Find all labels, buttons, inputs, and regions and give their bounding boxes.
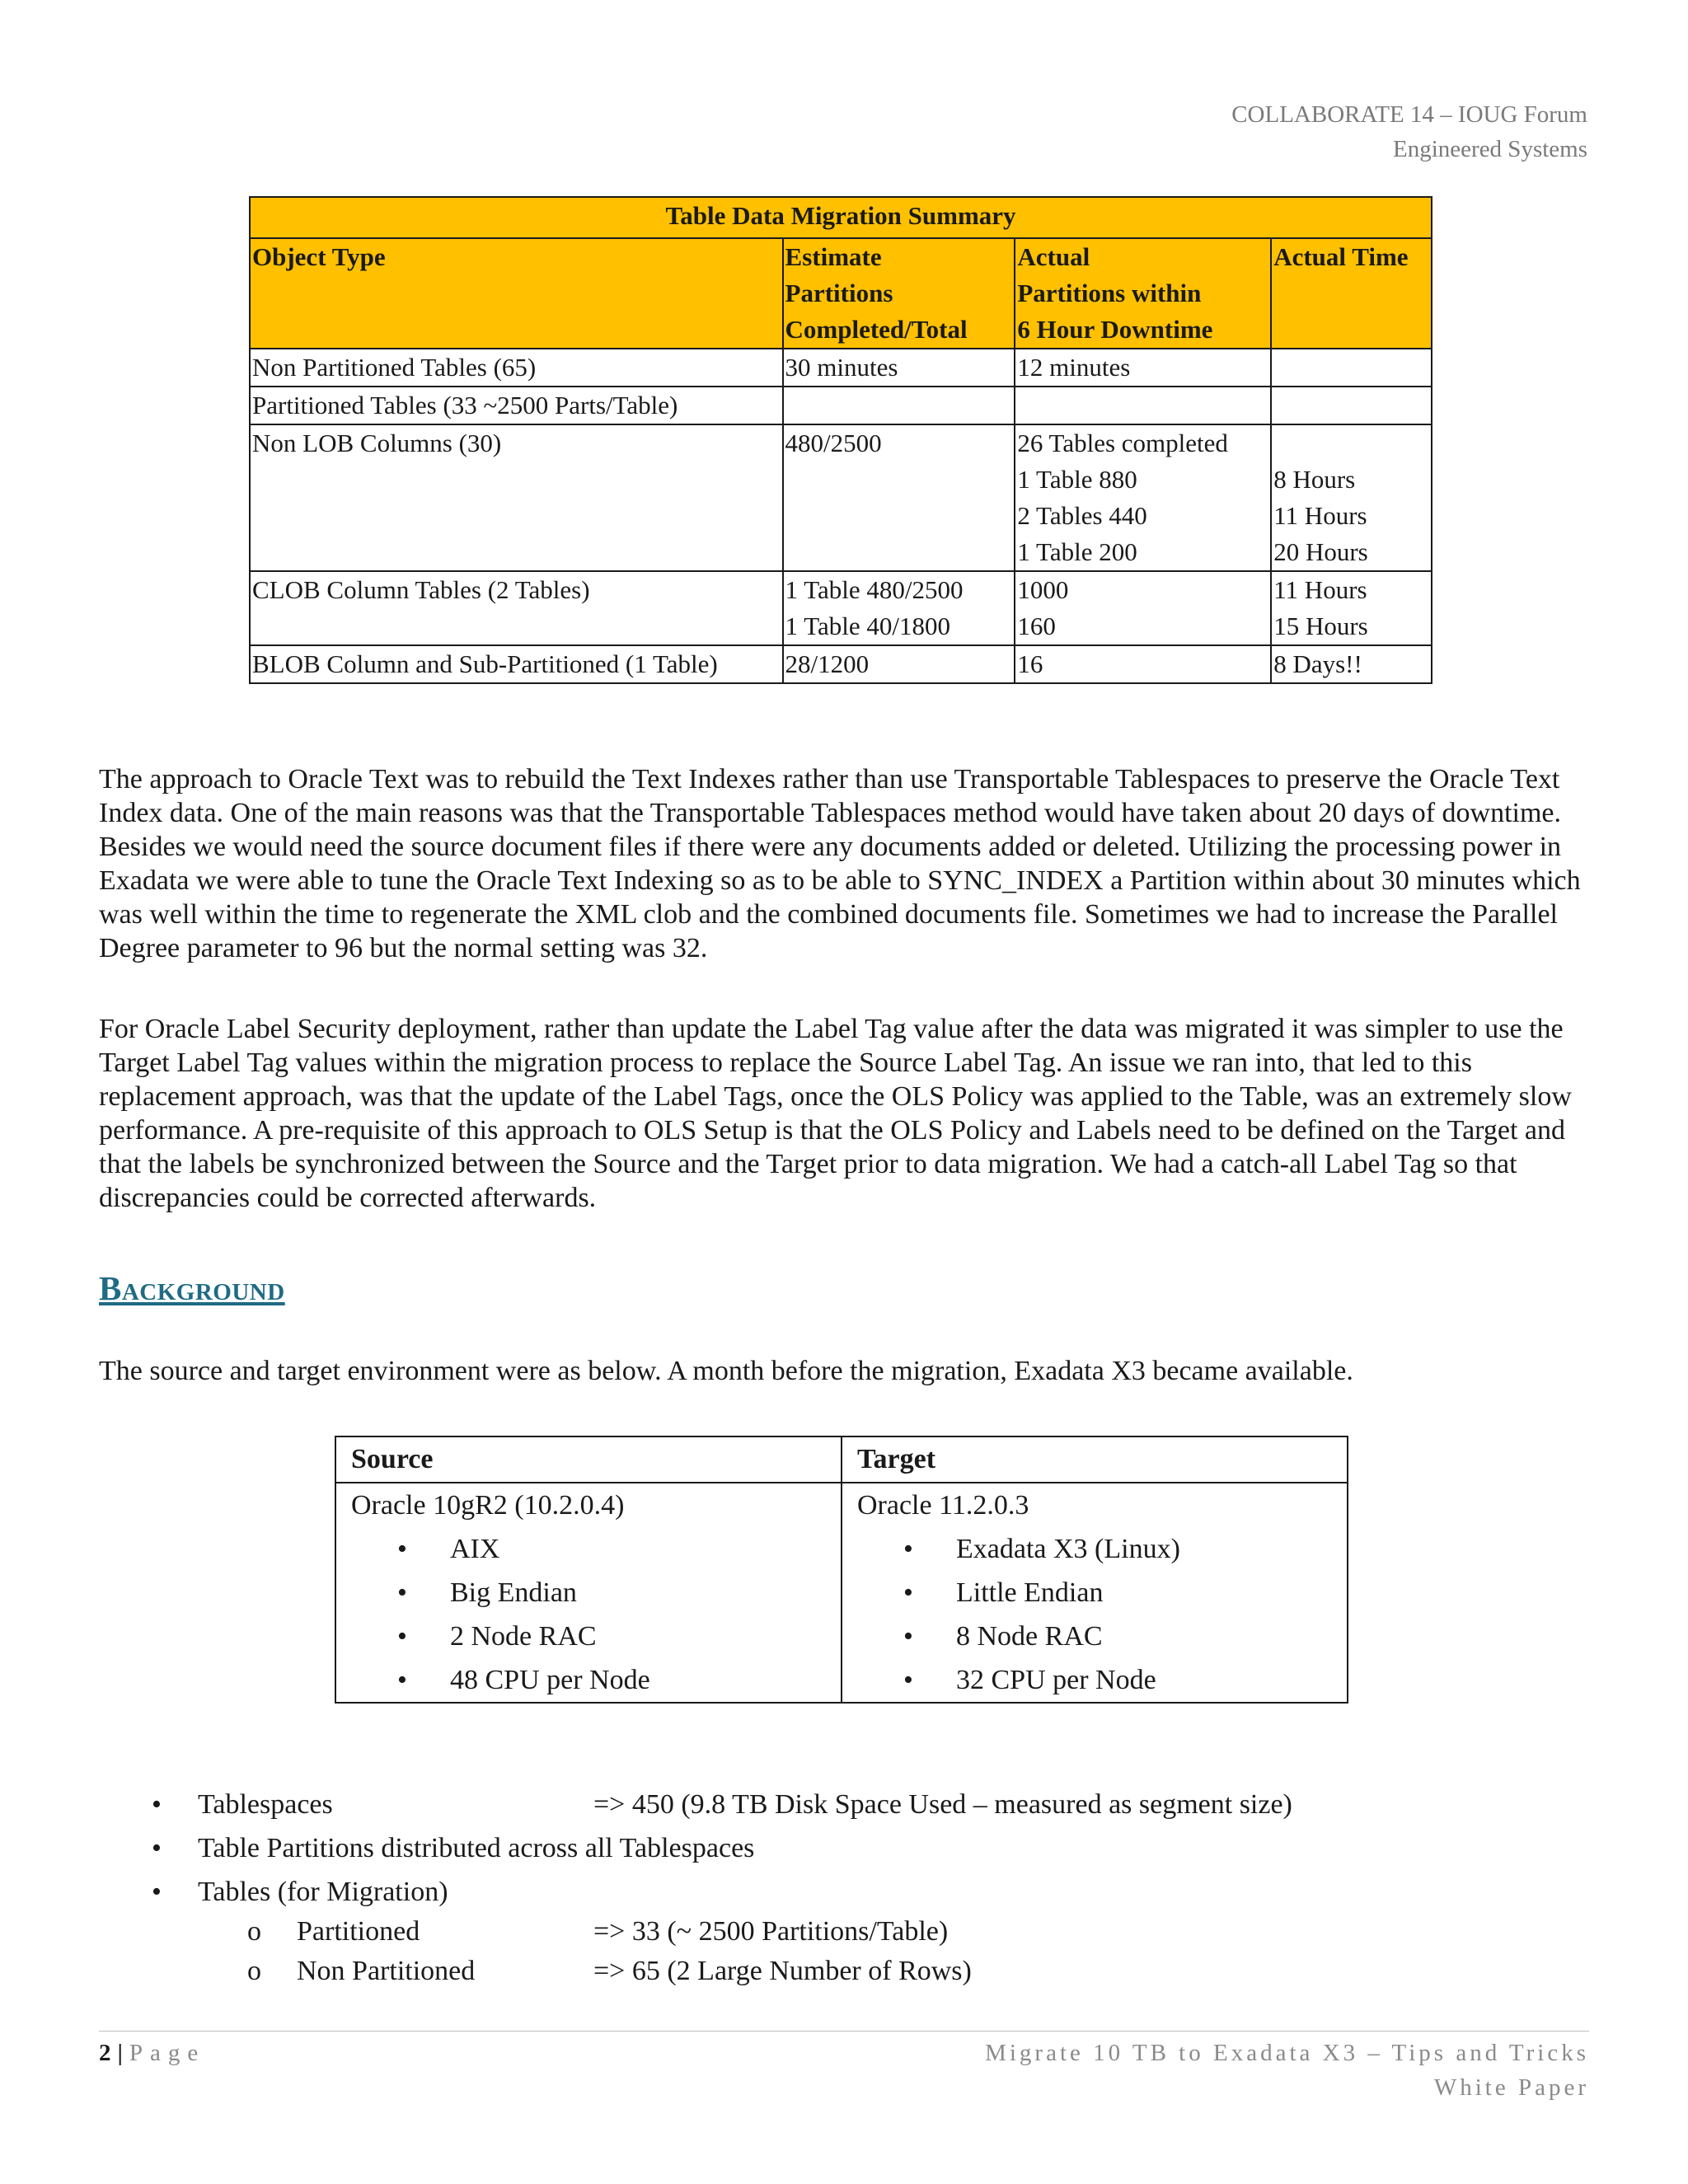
cell-line: 2 Tables 440 (1017, 501, 1147, 530)
target-header: Target (842, 1436, 1348, 1483)
bullet-label: Partitioned (297, 1916, 420, 1947)
source-header: Source (335, 1436, 842, 1483)
cell-object-type: CLOB Column Tables (2 Tables) (250, 571, 783, 645)
cell-line: 15 Hours (1273, 612, 1368, 640)
cell-actual-time (1271, 424, 1432, 571)
cell-actual-time (1271, 645, 1432, 683)
oracle-text-paragraph: The approach to Oracle Text was to rebuild the Text Indexes rather than use Transportable Tablespaces to preserve the Oracle Text Index data. One of the main reasons was that the Transportable Tablespaces method would have taken about 20 days of downtime. Besides we would need the source document files if there were any documents added or deleted. Utilizing the processing power in Exadata we were able to tune the Oracle Text Indexing so as to be able to SYNC_INDEX a Partition within about 30 minutes which was well within the time to regenerate the XML clob and the combined documents file. Sometimes we had to increase the Parallel Degree parameter to 96 but the normal setting was 32. (99, 764, 1581, 963)
cell-line: 20 Hours (1273, 537, 1368, 566)
cell-line: 8 Hours (1273, 465, 1356, 494)
label-security-paragraph: For Oracle Label Security deployment, rather than update the Label Tag value after the data was migrated it was simpler to use the Target Label Tag values within the migration process to replace the Source Label Tag. An issue we ran into, that led to this replacement approach, was that the update of the Label Tags, once the OLS Policy was applied to the Table, was an extremely slow performance. A pre-requisite of this approach to OLS Setup is that the OLS Policy and Labels need to be defined on the Target and that the labels be synchronized between the Source and the Target prior to data migration. We had a catch-all Label Tag so that discrepancies could be corrected afterwards. (99, 1014, 1572, 1213)
bullet-mark: • (152, 1877, 162, 1907)
bullet-table-partitions (0, 1826, 1688, 1870)
cell-line: 1 Table 480/2500 (785, 575, 964, 604)
page-number-value: 2 (99, 2040, 111, 2066)
cell-line: 16 (1017, 649, 1043, 678)
sub-bullet-non-partitioned (0, 1949, 1688, 1989)
table-row (250, 387, 1432, 424)
cell-line (1273, 349, 1429, 386)
sub-bullet-mark: o (247, 1956, 261, 1986)
footer-divider (99, 2031, 1589, 2032)
table-row (250, 424, 1432, 571)
col-header-actual-time: Actual Time (1271, 238, 1432, 349)
cell-line: 1 Table 200 (1017, 537, 1137, 566)
cell-line (1273, 425, 1429, 462)
cell-actual (1015, 645, 1271, 683)
cell-line: 1 Table 880 (1017, 465, 1137, 494)
page-number (99, 2036, 205, 2070)
cell-line: 160 (1017, 612, 1056, 640)
cell-line: 1000 (1017, 575, 1069, 604)
list-item: • Little Endian (857, 1571, 1332, 1615)
cell-estimate (783, 349, 1015, 387)
cell-line: 480/2500 (785, 429, 882, 457)
target-cell (842, 1483, 1348, 1703)
cell-line: 26 Tables completed (1017, 429, 1228, 457)
list-item: • Exadata X3 (Linux) (857, 1527, 1332, 1571)
table-row (250, 571, 1432, 645)
target-version: Oracle 11.2.0.3 (857, 1490, 1029, 1521)
cell-line (785, 387, 1013, 424)
table-title: Table Data Migration Summary (250, 197, 1432, 238)
source-list (351, 1527, 826, 1702)
cell-line (1017, 387, 1268, 424)
table-row (250, 349, 1432, 387)
bullet-label: Table Partitions distributed across all Tablespaces (198, 1833, 755, 1863)
cell-actual (1015, 349, 1271, 387)
cell-estimate (783, 387, 1015, 424)
bullet-value: => 65 (2 Large Number of Rows) (593, 1956, 972, 1986)
header-track: Engineered Systems (1393, 136, 1587, 162)
cell-object-type: BLOB Column and Sub-Partitioned (1 Table) (250, 645, 783, 683)
cell-line: 8 Days!! (1273, 649, 1362, 678)
col-header-actual (1015, 238, 1271, 349)
cell-object-type: Non LOB Columns (30) (250, 424, 783, 571)
header-line: 6 Hour Downtime (1017, 315, 1213, 344)
background-heading: Background (99, 1269, 285, 1307)
bullet-label: Tables (for Migration) (198, 1877, 448, 1907)
list-item: • 8 Node RAC (857, 1615, 1332, 1658)
bullet-label: Non Partitioned (297, 1956, 476, 1986)
source-version: Oracle 10gR2 (10.2.0.4) (351, 1490, 625, 1521)
cell-actual (1015, 571, 1271, 645)
cell-line: 30 minutes (785, 353, 898, 382)
list-item: • 2 Node RAC (351, 1615, 826, 1658)
footer-subtitle: White Paper (1433, 2074, 1589, 2101)
page-word: Page (129, 2040, 206, 2066)
list-item: • 32 CPU per Node (857, 1658, 1332, 1702)
list-item: • Big Endian (351, 1571, 826, 1615)
col-header-estimate (783, 238, 1015, 349)
list-item: • 48 CPU per Node (351, 1658, 826, 1702)
environment-table (335, 1436, 1348, 1704)
bullet-tables (0, 1870, 1688, 1914)
table-row (250, 645, 1432, 683)
target-list (857, 1527, 1332, 1702)
cell-line: 11 Hours (1273, 501, 1367, 530)
table-header-row (250, 238, 1432, 349)
bullet-tablespaces (0, 1783, 1688, 1826)
source-cell (335, 1483, 842, 1703)
header-line: Actual (1017, 242, 1090, 271)
cell-actual-time (1271, 571, 1432, 645)
cell-actual (1015, 387, 1271, 424)
cell-line (1273, 387, 1429, 424)
header-line: Partitions (785, 279, 893, 307)
environment-intro-paragraph: The source and target environment were as below. A month before the migration, Exadata X3 became available. (99, 1356, 1353, 1386)
header-line: Estimate (785, 242, 882, 271)
cell-estimate (783, 571, 1015, 645)
cell-estimate (783, 645, 1015, 683)
sub-bullet-mark: o (247, 1916, 261, 1947)
cell-line: 12 minutes (1017, 353, 1131, 382)
sub-bullet-partitioned (0, 1910, 1688, 1949)
cell-actual-time (1271, 349, 1432, 387)
footer-title: Migrate 10 TB to Exadata X3 – Tips and Tricks (985, 2040, 1589, 2066)
col-header-object-type: Object Type (250, 238, 783, 349)
migration-summary-table (249, 196, 1432, 684)
cell-line: 28/1200 (785, 649, 870, 678)
bullet-mark: • (152, 1833, 162, 1863)
list-item: • AIX (351, 1527, 826, 1571)
header-line: Partitions within (1017, 279, 1202, 307)
bullet-label: Tablespaces (198, 1789, 333, 1820)
cell-object-type: Partitioned Tables (33 ~2500 Parts/Table) (250, 387, 783, 424)
bullet-mark: • (152, 1789, 162, 1820)
bullet-value: => 33 (~ 2500 Partitions/Table) (593, 1916, 949, 1947)
header-conference: COLLABORATE 14 – IOUG Forum (1231, 101, 1587, 128)
cell-estimate (783, 424, 1015, 571)
cell-actual (1015, 424, 1271, 571)
cell-line: 1 Table 40/1800 (785, 612, 950, 640)
bullet-value: => 450 (9.8 TB Disk Space Used – measured as segment size) (593, 1789, 1292, 1820)
cell-line: 11 Hours (1273, 575, 1367, 604)
cell-actual-time (1271, 387, 1432, 424)
header-line: Completed/Total (785, 315, 968, 344)
page-separator: | (117, 2040, 123, 2066)
cell-object-type: Non Partitioned Tables (65) (250, 349, 783, 387)
